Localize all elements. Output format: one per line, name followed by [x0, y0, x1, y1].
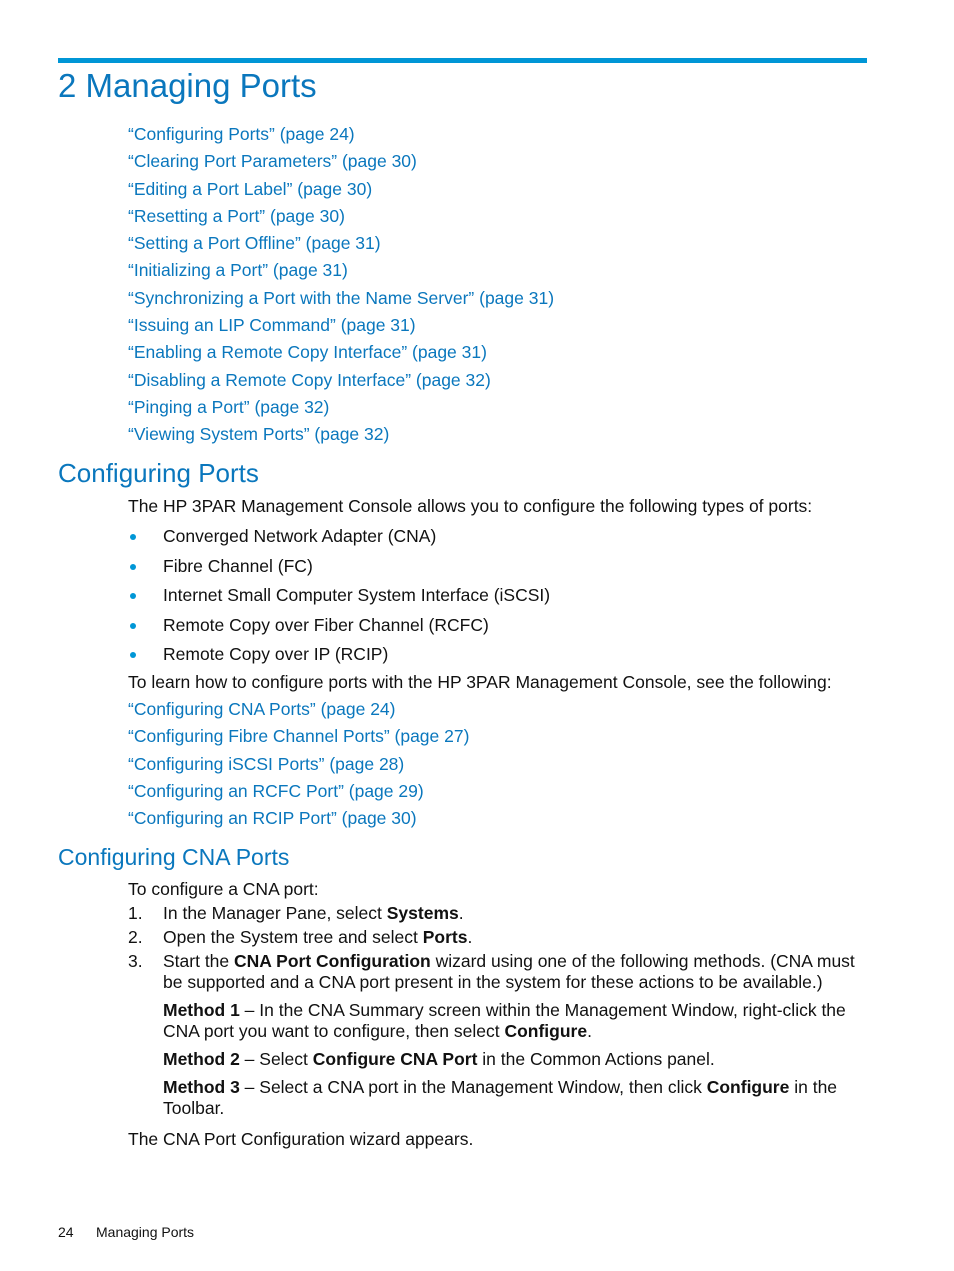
- step-ui-term: Ports: [422, 927, 468, 947]
- configuration-links: [128, 697, 469, 833]
- step-text: In the Manager Pane, select: [163, 903, 387, 923]
- toc-link[interactable]: “Viewing System Ports” (page 32): [128, 424, 390, 445]
- method-label: Method 3: [163, 1077, 240, 1097]
- method-2: [163, 1049, 868, 1070]
- method-ui-term: Configure: [706, 1077, 790, 1097]
- port-type-item: [128, 613, 550, 643]
- step-ui-term: CNA Port Configuration: [234, 951, 431, 971]
- step-number: 3.: [128, 951, 143, 971]
- step-text: Open the System tree and select: [163, 927, 423, 947]
- bullet-icon: [130, 564, 136, 570]
- bullet-icon: [130, 623, 136, 629]
- step-text: .: [458, 903, 464, 923]
- step-number: 1.: [128, 903, 143, 923]
- step-number: 2.: [128, 927, 143, 947]
- cna-intro: To configure a CNA port:: [128, 879, 319, 899]
- method-label: Method 2: [163, 1049, 240, 1069]
- cna-step: [128, 951, 868, 1119]
- port-type-label: Remote Copy over Fiber Channel (RCFC): [163, 614, 489, 635]
- cna-step: [128, 927, 868, 948]
- section-heading-configuring-cna-ports: Configuring CNA Ports: [58, 844, 290, 870]
- method-ui-term: Configure CNA Port: [312, 1049, 478, 1069]
- method-text: in the Common Actions panel.: [477, 1049, 715, 1069]
- toc-link[interactable]: “Pinging a Port” (page 32): [128, 396, 330, 417]
- toc-link[interactable]: “Configuring Ports” (page 24): [128, 124, 355, 144]
- cna-result: The CNA Port Configuration wizard appears.: [128, 1129, 474, 1149]
- bullet-icon: [130, 593, 136, 599]
- section-heading-configuring-ports: Configuring Ports: [58, 458, 259, 488]
- port-type-list: [128, 524, 550, 672]
- method-text: – Select: [239, 1049, 313, 1069]
- bullet-icon: [130, 652, 136, 658]
- cna-step: [128, 903, 868, 924]
- footer-section-title: Managing Ports: [96, 1224, 195, 1240]
- toc-link[interactable]: “Enabling a Remote Copy Interface” (page 31): [128, 342, 487, 363]
- port-type-label: Internet Small Computer System Interface (iSCSI): [163, 585, 551, 606]
- method-text: – In the CNA Summary screen within the Management Window, right-click the CNA port you want to configure, then select: [163, 1000, 846, 1041]
- configuration-link[interactable]: “Configuring iSCSI Ports” (page 28): [128, 753, 405, 774]
- page-number: 24: [58, 1224, 74, 1240]
- cna-steps: [128, 903, 868, 1122]
- method-1: [163, 1000, 868, 1042]
- learn-more-text: To learn how to configure ports with the HP 3PAR Management Console, see the following:: [128, 672, 832, 692]
- method-ui-term: Configure: [504, 1021, 588, 1041]
- port-type-item: [128, 583, 550, 613]
- toc-link[interactable]: “Clearing Port Parameters” (page 30): [128, 151, 417, 172]
- method-text: in the Toolbar.: [163, 1077, 838, 1118]
- configuration-link[interactable]: “Configuring CNA Ports” (page 24): [128, 699, 396, 719]
- page-footer: [58, 1223, 194, 1241]
- step-text: Start the: [163, 951, 235, 971]
- chapter-title: 2 Managing Ports: [58, 67, 317, 104]
- port-type-item: [128, 554, 550, 584]
- method-label: Method 1: [163, 1000, 240, 1020]
- chapter-top-rule: [58, 58, 867, 63]
- chapter-toc: [128, 122, 554, 450]
- toc-link[interactable]: “Initializing a Port” (page 31): [128, 260, 348, 281]
- method-text: .: [587, 1021, 592, 1041]
- toc-link[interactable]: “Disabling a Remote Copy Interface” (page 32): [128, 369, 491, 390]
- method-3: [163, 1077, 868, 1119]
- step-text: .: [467, 927, 473, 947]
- toc-link[interactable]: “Resetting a Port” (page 30): [128, 205, 345, 226]
- method-text: – Select a CNA port in the Management Window, then click: [239, 1077, 707, 1097]
- configuration-link[interactable]: “Configuring an RCIP Port” (page 30): [128, 808, 417, 829]
- port-type-item: [128, 642, 550, 672]
- bullet-icon: [130, 534, 136, 540]
- configuration-link[interactable]: “Configuring an RCFC Port” (page 29): [128, 780, 424, 801]
- port-type-label: Remote Copy over IP (RCIP): [163, 644, 389, 665]
- port-type-label: Converged Network Adapter (CNA): [163, 526, 437, 546]
- toc-link[interactable]: “Synchronizing a Port with the Name Server” (page 31): [128, 287, 555, 308]
- port-type-label: Fibre Channel (FC): [163, 555, 313, 576]
- toc-link[interactable]: “Issuing an LIP Command” (page 31): [128, 315, 416, 336]
- step-ui-term: Systems: [386, 903, 459, 923]
- toc-link[interactable]: “Editing a Port Label” (page 30): [128, 178, 373, 199]
- port-type-item: [128, 524, 550, 554]
- step-text: wizard using one of the following methods. (CNA must be supported and a CNA port present in the system for these actions to be available.): [163, 951, 855, 992]
- configuration-link[interactable]: “Configuring Fibre Channel Ports” (page 27): [128, 726, 470, 747]
- toc-link[interactable]: “Setting a Port Offline” (page 31): [128, 233, 381, 254]
- configuring-ports-intro: The HP 3PAR Management Console allows you to configure the following types of ports:: [128, 496, 813, 516]
